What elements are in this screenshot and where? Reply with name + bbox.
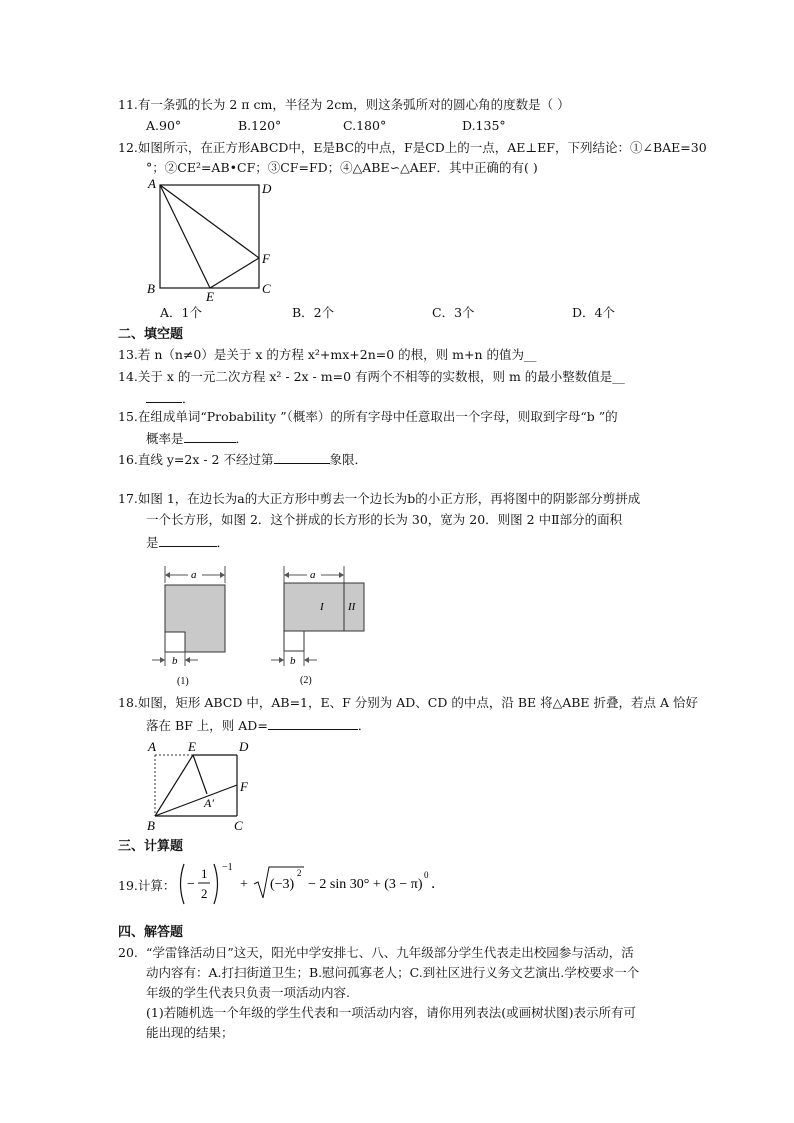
q18-rectangle-figure xyxy=(142,737,262,835)
label-d: D xyxy=(262,181,272,196)
denominator: 2 xyxy=(201,886,208,901)
q19-formula xyxy=(176,858,446,910)
q14-answer-blank[interactable] xyxy=(146,389,182,403)
q17-answer-blank[interactable] xyxy=(159,533,217,547)
label-c: C xyxy=(234,818,243,833)
fig1-label-a: a xyxy=(191,569,197,581)
fig2-small-square xyxy=(284,631,304,651)
q11-option-a: A.90° xyxy=(146,118,182,133)
q14-line2 xyxy=(146,389,195,407)
label-f: F xyxy=(262,251,270,266)
right-paren xyxy=(214,864,218,904)
q12-stem-line1: 12.如图所示，在正方形ABCD中，E是BC的中点，F是CD上的一点，AE⊥EF，下列结论：①∠BAE=30 xyxy=(118,140,707,155)
q11-stem: 11.有一条弧的长为 2 π cm，半径为 2cm，则这条弧所对的圆心角的度数是（ ） xyxy=(118,97,570,112)
q11-option-d: D.135° xyxy=(462,118,506,133)
q15-head: 概率是 xyxy=(146,431,184,446)
label-c: C xyxy=(262,281,271,296)
minus-sign: − xyxy=(187,877,195,892)
label-b: B xyxy=(147,281,155,296)
left-paren xyxy=(181,864,185,904)
formula-end: ． xyxy=(431,877,445,892)
fig2-part-i xyxy=(284,583,344,631)
q15-line2 xyxy=(146,429,248,447)
q19-prefix: 19.计算： xyxy=(118,878,176,893)
q20-line4: (1)若随机选一个年级的学生代表和一项活动内容，请你用列表法(或画树状图)表示所有可 xyxy=(146,1005,636,1020)
plus-sign: + xyxy=(240,877,248,892)
segment-ef xyxy=(210,258,259,288)
q12-square-figure xyxy=(140,174,280,304)
q17-figure-1 xyxy=(150,566,240,692)
q16-text xyxy=(118,450,367,468)
exponent-neg1: −1 xyxy=(222,862,233,873)
q17-figure-2 xyxy=(270,566,370,692)
section-solution-title: 四、解答题 xyxy=(118,925,184,940)
radicand-square: 2 xyxy=(297,868,302,878)
q16-tail: 象限． xyxy=(329,452,368,467)
label-a: A xyxy=(148,739,156,754)
q13-text: 13.若 n（n≠0）是关于 x 的方程 x²+mx+2n=0 的根，则 m+n 的值为__ xyxy=(118,347,537,362)
label-d: D xyxy=(239,739,249,754)
square-abcd xyxy=(160,185,259,288)
q17-tail: ． xyxy=(216,535,230,550)
numerator: 1 xyxy=(201,866,208,881)
label-f: F xyxy=(240,779,248,794)
q12-option-c: C．3个 xyxy=(432,305,475,320)
q12-option-a: A．1个 xyxy=(160,305,202,320)
q12-option-b: B．2个 xyxy=(292,305,335,320)
q17-head: 是 xyxy=(146,535,159,550)
segment-ae xyxy=(160,185,210,288)
label-e: E xyxy=(188,739,196,754)
exponent-zero: 0 xyxy=(424,870,429,880)
fig2-label-b: b xyxy=(290,655,296,667)
q15-line1: 15.在组成单词“Probability ”（概率）的所有字母中任意取出一个字母，则取到字母“b ”的 xyxy=(118,409,618,424)
fig1-label-b: b xyxy=(172,655,178,667)
q18-answer-blank[interactable] xyxy=(268,716,358,730)
label-a: A xyxy=(148,176,156,191)
q14-tail: ． xyxy=(182,391,195,406)
q16-answer-blank[interactable] xyxy=(274,450,330,464)
fig1-caption: (1) xyxy=(177,676,189,687)
fig2-label-ii: II xyxy=(348,601,356,613)
q17-line2: 一个长方形，如图 2．这个拼成的长方形的长为 30，宽为 20．则图 2 中Ⅱ部分的面积 xyxy=(146,512,623,527)
fig2-label-a: a xyxy=(310,569,316,581)
q11-option-c: C.180° xyxy=(343,118,387,133)
radicand: (−3) xyxy=(270,877,295,892)
fig2-caption: (2) xyxy=(300,675,312,686)
q12-option-d: D．4个 xyxy=(572,305,615,320)
q20-line2: 动内容有：A.打扫街道卫生；B.慰问孤寡老人；C.到社区进行义务文艺演出.学校要求一个 xyxy=(146,965,640,980)
q18-head: 落在 BF 上，则 AD= xyxy=(146,718,268,733)
q12-stem-line2: °；②CE²=AB•CF；③CF=FD；④△ABE∽△AEF．其中正确的有( ) xyxy=(146,160,538,175)
formula-rest: − 2 sin 30° + (3 − π) xyxy=(308,877,423,892)
q20-line3: 年级的学生代表只负责一项活动内容. xyxy=(146,985,350,1000)
segment-bf xyxy=(155,785,237,816)
label-b: B xyxy=(147,818,155,833)
segment-af xyxy=(160,185,259,258)
q20-line5: 能出现的结果； xyxy=(146,1025,234,1040)
section-calculation-title: 三、计算题 xyxy=(118,839,184,854)
q11-option-b: B.120° xyxy=(238,118,282,133)
q18-line1: 18.如图，矩形 ABCD 中，AB=1，E、F 分别为 AD、CD 的中点，沿 BE 将△ABE 折叠，若点 A 恰好 xyxy=(118,695,699,710)
segment-be xyxy=(155,755,193,816)
label-a-prime: A′ xyxy=(204,796,214,810)
fig1-small-square xyxy=(165,632,185,652)
q18-tail: ． xyxy=(357,718,371,733)
q20-line1: “学雷锋活动日”这天，阳光中学安排七、八、九年级部分学生代表走出校园参与活动，活 xyxy=(146,945,634,960)
q17-line3 xyxy=(146,533,229,551)
section-fill-in-title: 二、填空题 xyxy=(118,327,184,342)
fig2-label-i: I xyxy=(320,601,324,613)
q18-line2 xyxy=(146,716,370,734)
q15-answer-blank[interactable] xyxy=(184,429,236,443)
q14-line1: 14.关于 x 的一元二次方程 x² - 2x - m=0 有两个不相等的实数根，则 m 的最小整数值是__ xyxy=(118,369,625,384)
q15-tail: ． xyxy=(235,431,249,446)
q17-line1: 17.如图 1，在边长为a的大正方形中剪去一个边长为b的小正方形，再将图中的阴影部分剪拼成 xyxy=(118,491,641,506)
q16-head: 16.直线 y=2x - 2 不经过第 xyxy=(118,452,274,467)
label-e: E xyxy=(206,289,214,304)
q20-number: 20. xyxy=(118,945,138,960)
segment-ea-prime xyxy=(193,755,207,794)
